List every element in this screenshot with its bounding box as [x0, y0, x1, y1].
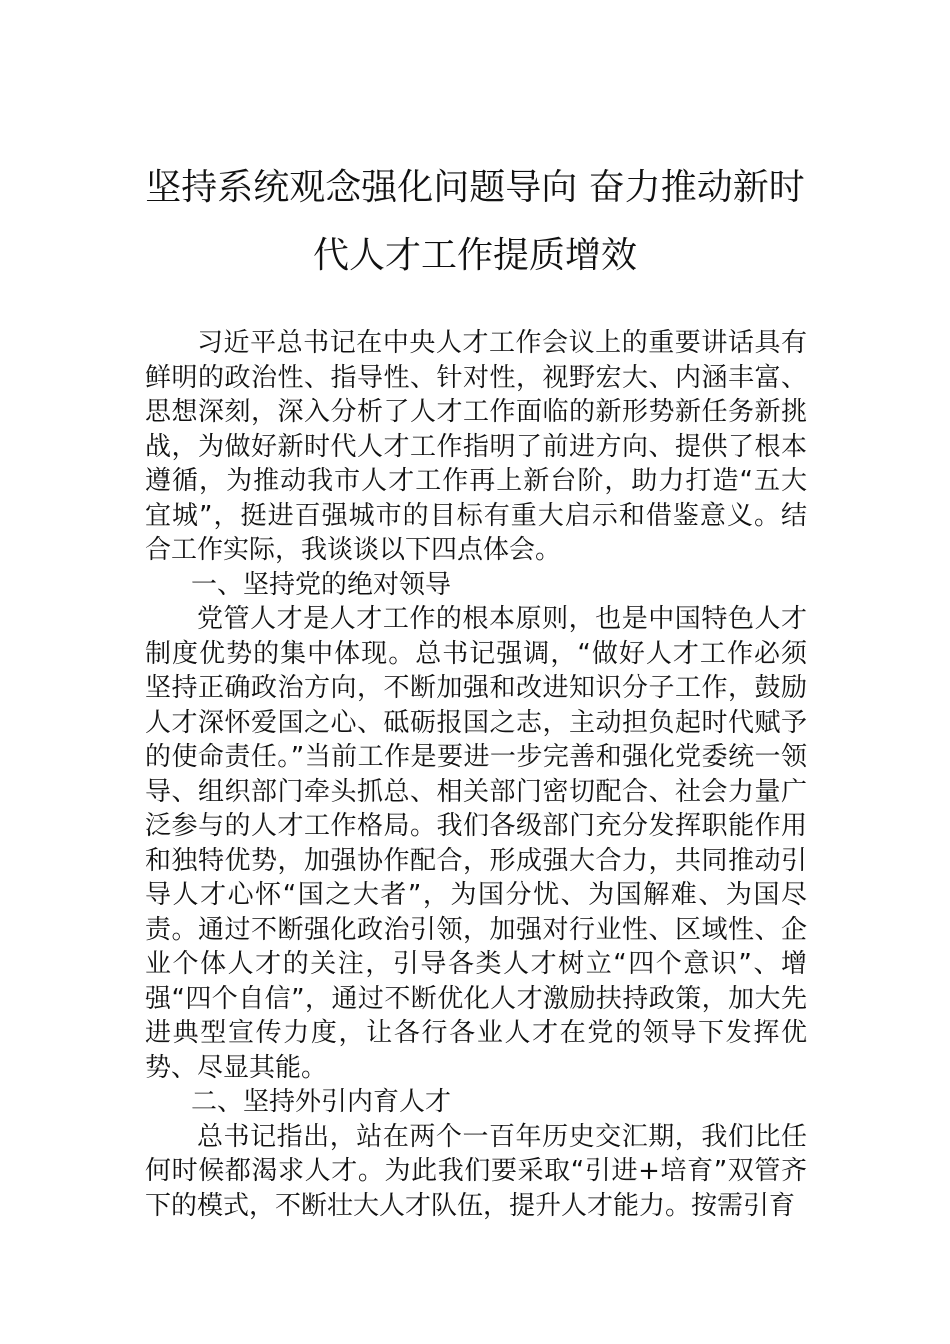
section-2-paragraph: 总书记指出，站在两个一百年历史交汇期，我们比任何时候都渴求人才。为此我们要采取“引进+培育”双管齐下的模式，不断壮大人才队伍，提升人才能力。按需引育 — [145, 1121, 807, 1221]
document-title-line-1: 坚持系统观念强化问题导向 奋力推动新时 — [145, 167, 805, 208]
section-1-paragraph: 党管人才是人才工作的根本原则，也是中国特色人才制度优势的集中体现。总书记强调，“做好人才工作必须坚持正确政治方向，不断加强和改进知识分子工作，鼓励人才深怀爱国之心、砥砺报国之志，主动担负起时代赋予的使命责任。”当前工作是要进一步完善和强化党委统一领导、组织部门牵头抓总、相关部门密切配合、社会力量广泛参与的人才工作格局。我们各级部门充分发挥职能作用和独特优势，加强协作配合，形成强大合力，共同推动引导人才心怀“国之大者”，为国分忧、为国解难、为国尽责。通过不断强化政治引领，加强对行业性、区域性、企业个体人才的关注，引导各类人才树立“四个意识”、增强“四个自信”，通过不断优化人才激励扶持政策，加大先进典型宣传力度，让各行各业人才在党的领导下发挥优势、尽显其能。 — [145, 604, 807, 1083]
intro-paragraph: 习近平总书记在中央人才工作会议上的重要讲话具有鲜明的政治性、指导性、针对性，视野宏大、内涵丰富、思想深刻，深入分析了人才工作面临的新形势新任务新挑战，为做好新时代人才工作指明了前进方向、提供了根本遵循，为推动我市人才工作再上新台阶，助力打造“五大宜城”，挺进百强城市的目标有重大启示和借鉴意义。结合工作实际，我谈谈以下四点体会。 — [145, 328, 807, 565]
document-body — [145, 326, 807, 1223]
document-title-line-2: 代人才工作提质增效 — [312, 235, 637, 276]
section-heading-2: 二、坚持外引内育人才 — [191, 1087, 452, 1117]
section-heading-1: 一、坚持党的绝对领导 — [191, 569, 452, 600]
